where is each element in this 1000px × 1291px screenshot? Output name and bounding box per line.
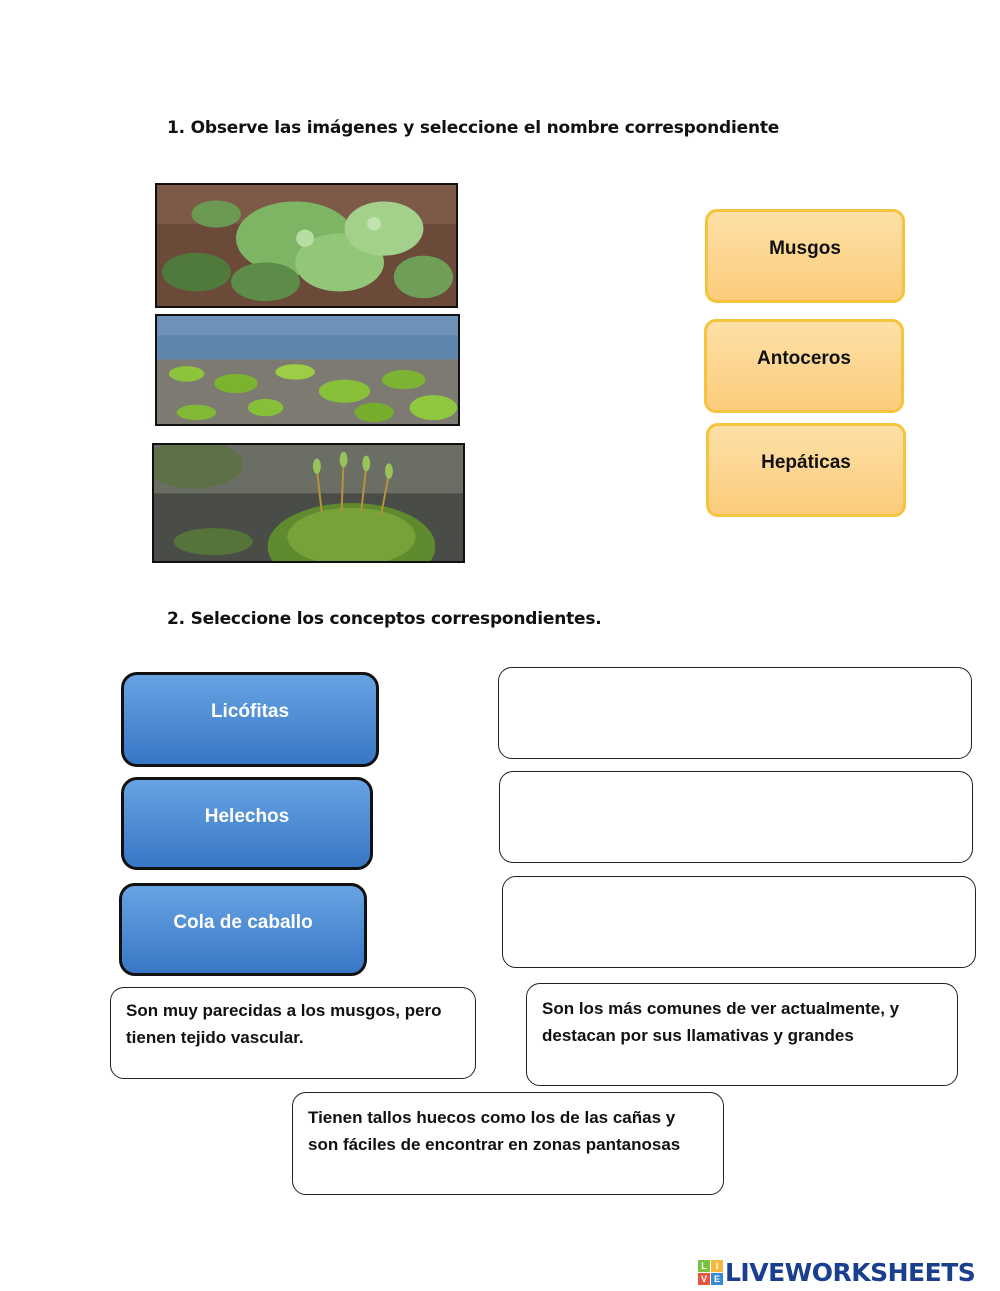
- concept-helechos[interactable]: Helechos: [121, 777, 373, 870]
- concept-cola-de-caballo[interactable]: Cola de caballo: [119, 883, 367, 976]
- section1-title: 1. Observe las imágenes y seleccione el nombre correspondiente: [167, 118, 780, 138]
- moss-shore-photo: [155, 314, 460, 426]
- answer-hepaticas[interactable]: Hepáticas: [706, 423, 906, 517]
- liveworksheets-logo-icon: L I V E: [698, 1260, 723, 1285]
- answer-antoceros[interactable]: Antoceros: [704, 319, 904, 413]
- drop-box-1[interactable]: [498, 667, 972, 759]
- drop-box-3[interactable]: [502, 876, 976, 968]
- liverwort-photo: [155, 183, 458, 308]
- description-2[interactable]: Son los más comunes de ver actualmente, y destacan por sus llamativas y grandes: [526, 983, 958, 1086]
- drop-box-2[interactable]: [499, 771, 973, 863]
- concept-licofitas[interactable]: Licófitas: [121, 672, 379, 767]
- description-1[interactable]: Son muy parecidas a los musgos, pero tienen tejido vascular.: [110, 987, 476, 1079]
- moss-sporophyte-photo: [152, 443, 465, 563]
- liveworksheets-logo-text: LIVEWORKSHEETS: [725, 1257, 976, 1287]
- answer-musgos[interactable]: Musgos: [705, 209, 905, 303]
- liveworksheets-logo: [698, 1257, 998, 1287]
- description-3[interactable]: Tienen tallos huecos como los de las cañas y son fáciles de encontrar en zonas pantanosas: [292, 1092, 724, 1195]
- section2-title: 2. Seleccione los conceptos correspondientes.: [167, 609, 602, 629]
